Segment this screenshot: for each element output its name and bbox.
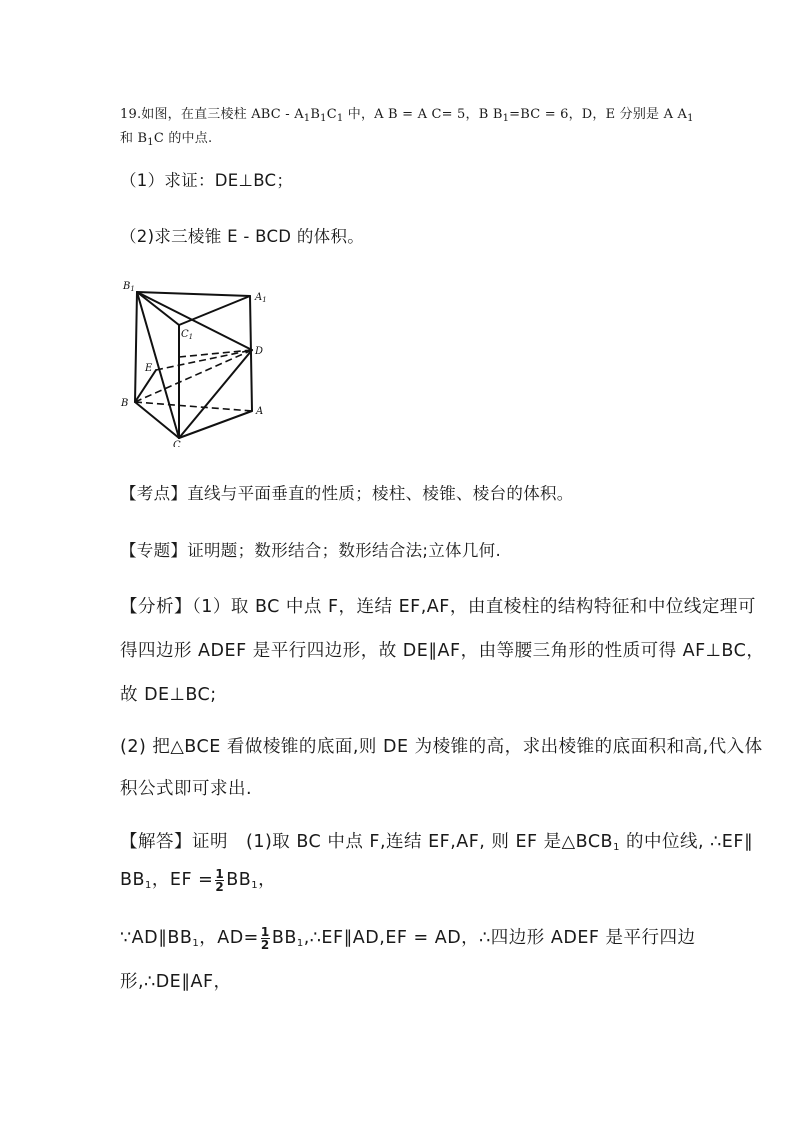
solution-text: 【解答】证明 (1)取 BC 中点 F,连结 EF,AF, 则 EF 是△BCB bbox=[120, 832, 614, 852]
solution-text: BB bbox=[120, 870, 146, 890]
subscript: 1 bbox=[502, 113, 510, 124]
label-D: D bbox=[255, 346, 264, 357]
solution-text: 的中位线, ∴EF∥ bbox=[619, 832, 754, 852]
solution-line-4: 形,∴DE∥AF， bbox=[120, 972, 232, 992]
zhuanti-line: 【专题】证明题；数形结合；数形结合法;立体几何. bbox=[120, 541, 502, 560]
fenxi-line-2: 得四边形 ADEF 是平行四边形，故 DE∥AF，由等腰三角形的性质可得 AF⊥BC， bbox=[120, 641, 765, 661]
solution-text: ， bbox=[258, 870, 277, 890]
solution-text: BB bbox=[271, 928, 297, 948]
label-E: E bbox=[145, 363, 153, 374]
label-B1: $B_1$ bbox=[123, 281, 135, 293]
question-1: （1）求证：DE⊥BC； bbox=[120, 171, 294, 190]
solution-line-2 bbox=[120, 866, 276, 893]
subscript: 1 bbox=[303, 113, 311, 124]
fraction-one-half bbox=[215, 868, 224, 893]
fenxi-line-1: 【分析】（1）取 BC 中点 F，连结 EF,AF，由直棱柱的结构特征和中位线定理可 bbox=[120, 597, 756, 617]
fenxi-line-5: 积公式即可求出. bbox=[120, 779, 253, 799]
fraction-numerator: 1 bbox=[215, 866, 225, 881]
subscript: 1 bbox=[145, 880, 152, 891]
subscript: 1 bbox=[296, 938, 304, 949]
solution-text: ，AD= bbox=[199, 928, 259, 948]
problem-text: C bbox=[326, 107, 337, 122]
fraction-denominator: 2 bbox=[215, 879, 225, 894]
fraction-denominator: 2 bbox=[260, 937, 270, 952]
solution-line-3 bbox=[120, 924, 696, 951]
problem-text: =BC = 6，D，E 分别是 A A bbox=[509, 107, 688, 122]
fraction-one-half bbox=[261, 926, 270, 951]
label-C: C bbox=[173, 440, 181, 447]
solution-text: ,∴EF∥AD,EF = AD，∴四边形 ADEF 是平行四边 bbox=[303, 928, 696, 948]
subscript: 1 bbox=[687, 113, 694, 124]
label-B: B bbox=[121, 398, 129, 409]
subscript: 1 bbox=[147, 137, 154, 148]
subscript: 1 bbox=[192, 938, 200, 949]
label-A: A bbox=[256, 406, 264, 417]
solution-line-1 bbox=[120, 828, 753, 853]
problem-text: 中，A B = A C= 5，B B bbox=[343, 107, 503, 122]
problem-line-2 bbox=[120, 127, 212, 148]
problem-text: C 的中点. bbox=[153, 131, 213, 146]
problem-text: 和 B bbox=[120, 131, 148, 146]
solution-text: BB bbox=[226, 870, 252, 890]
problem-line-1 bbox=[120, 103, 694, 124]
kaodian-line: 【考点】直线与平面垂直的性质；棱柱、棱锥、棱台的体积。 bbox=[120, 484, 574, 503]
problem-text: 19.如图，在直三棱柱 ABC - A bbox=[120, 107, 304, 122]
label-A1: $A_1$ bbox=[255, 292, 267, 304]
fenxi-line-4: (2) 把△BCE 看做棱锥的底面,则 DE 为棱锥的高，求出棱锥的底面积和高,代入体 bbox=[120, 737, 763, 757]
subscript: 1 bbox=[251, 880, 259, 891]
subscript: 1 bbox=[320, 113, 327, 124]
solution-text: ∵AD∥BB bbox=[120, 928, 193, 948]
subscript: 1 bbox=[613, 842, 620, 853]
problem-text: B bbox=[310, 107, 321, 122]
question-2: （2)求三棱锥 E - BCD 的体积。 bbox=[120, 227, 365, 246]
prism-figure bbox=[113, 275, 283, 447]
fraction-numerator: 1 bbox=[260, 924, 270, 939]
solution-text: ，EF = bbox=[151, 870, 214, 890]
subscript: 1 bbox=[336, 113, 344, 124]
label-C1: $C_1$ bbox=[181, 329, 194, 341]
fenxi-line-3: 故 DE⊥BC; bbox=[120, 685, 217, 705]
prism-diagram bbox=[113, 275, 283, 447]
